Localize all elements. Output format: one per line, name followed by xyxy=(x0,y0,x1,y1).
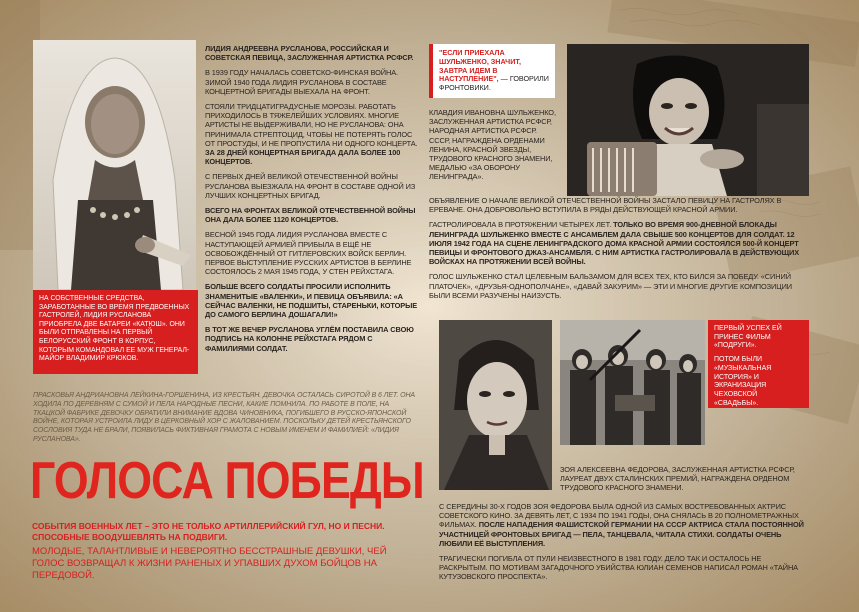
ruslanova-p2 xyxy=(205,102,418,166)
ruslanova-p4: ВСЕГО НА ФРОНТАХ ВЕЛИКОЙ ОТЕЧЕСТВЕННОЙ ВОЙНЫ ОНА ДАЛА БОЛЕЕ 1120 КОНЦЕРТОВ. xyxy=(205,206,416,225)
shulzhenko-p1: ОБЪЯВЛЕНИЕ О НАЧАЛЕ ВЕЛИКОЙ ОТЕЧЕСТВЕННОЙ ВОЙНЫ ЗАСТАЛО ПЕВИЦУ НА ГАСТРОЛЯХ В ЕРЕВАНЕ. ОНА ДОБРОВОЛЬНО ВСТУПИЛА В РЯДЫ ДЕЙСТВУЮЩЕЙ КРАСНОЙ АРМИИ. xyxy=(429,196,782,215)
page-title: ГОЛОСА ПОБЕДЫ xyxy=(30,452,424,510)
shulzhenko-p2a: ГАСТРОЛИРОВАЛА В ПРОТЯЖЕНИИ ЧЕТЫРЕХ ЛЕТ. xyxy=(429,220,612,230)
ruslanova-p2-bold: ЗА 28 ДНЕЙ КОНЦЕРТНАЯ БРИГАДА ДАЛА БОЛЕЕ 100 КОНЦЕРТОВ. xyxy=(205,148,401,167)
fedorova-intro: ЗОЯ АЛЕКСЕЕВНА ФЕДОРОВА, ЗАСЛУЖЕННАЯ АРТИСТКА РСФСР, ЛАУРЕАТ ДВУХ СТАЛИНСКИХ ПРЕМИЙ, НАГРАЖДЕНА ОРДЕНОМ ТРУДОВОГО КРАСНОГО ЗНАМЕНИ. xyxy=(560,465,795,493)
quote-text: "ЕСЛИ ПРИЕХАЛА ШУЛЬЖЕНКО, ЗНАЧИТ, ЗАВТРА ИДЕМ В НАСТУПЛЕНИЕ", xyxy=(439,48,522,84)
shulzhenko-text xyxy=(429,108,557,188)
soldiers-photo xyxy=(560,320,705,445)
shulzhenko-quote xyxy=(429,44,555,98)
ruslanova-intro: ЛИДИЯ АНДРЕЕВНА РУСЛАНОВА, РОССИЙСКАЯ И СОВЕТСКАЯ ПЕВИЦА, ЗАСЛУЖЕННАЯ АРТИСТКА РСФСР. xyxy=(205,44,414,63)
fedorova-red-2: ПОТОМ БЫЛИ «МУЗЫКАЛЬНАЯ ИСТОРИЯ» И ЭКРАНИЗАЦИЯ ЧЕХОВСКОЙ «СВАДЬБЫ». xyxy=(714,356,772,407)
fedorova-p2: ТРАГИЧЕСКИ ПОГИБЛА ОТ ПУЛИ НЕИЗВЕСТНОГО В 1981 ГОДУ. ДЕЛО ТАК И ОСТАЛОСЬ НЕ РАСКРЫТЫМ. ПО МОТИВАМ ЗАГАДОЧНОГО УБИЙСТВА ЮЛИАН СЕМЕНОВ НАПИСАЛ РОМАН «ТАЙНА КУТУЗОВСКОГО ПРОСПЕКТА». xyxy=(439,554,799,582)
ruslanova-p7: В ТОТ ЖЕ ВЕЧЕР РУСЛАНОВА УГЛЁМ ПОСТАВИЛА СВОЮ ПОДПИСЬ НА КОЛОННЕ РЕЙХСТАГА РЯДОМ С ФАМИЛИЯМИ СОЛДАТ. xyxy=(205,325,414,353)
ruslanova-portrait xyxy=(33,40,196,290)
fedorova-text xyxy=(439,502,811,588)
page-tagline: МОЛОДЫЕ, ТАЛАНТЛИВЫЕ И НЕВЕРОЯТНО БЕССТРАШНЫЕ ДЕВУШКИ, ЧЕЙ ГОЛОС ВОЗВРАЩАЛ К ЖИЗНИ РАНЕНЫХ И УПАВШИХ ДУХОМ БОЙЦОВ НА ПЕРЕДОВОЙ. xyxy=(32,546,387,581)
fedorova-p1-text: С СЕРЕДИНЫ 30-Х ГОДОВ ЗОЯ ФЕДОРОВА БЫЛА ОДНОЙ ИЗ САМЫХ ВОСТРЕБОВАННЫХ АКТРИС СОВЕТСКОГО КИНО. ЗА ДЕВЯТЬ ЛЕТ, С 1934 ПО 1941 ГОДЫ, ОНА СНЯЛАСЬ В 20 ПОЛНОМЕТРАЖНЫХ ФИЛЬМАХ. xyxy=(439,502,799,530)
ruslanova-p6: БОЛЬШЕ ВСЕГО СОЛДАТЫ ПРОСИЛИ ИСПОЛНИТЬ ЗНАМЕНИТЫЕ «ВАЛЕНКИ», И ПЕВИЦА ОБЪЯВИЛА: «А СЕЙЧАС ВАЛЕНКИ, НЕ ПОДШИТЫ, СТАРЕНЬКИ, КОТОРЫЕ ДО САМОГО БЕРЛИНА ДОШАГАЛИ!» xyxy=(205,282,418,320)
fedorova-p1-bold: ПОСЛЕ НАПАДЕНИЯ ФАШИСТСКОЙ ГЕРМАНИИ НА СССР АКТРИСА СТАЛА ПОСТОЯННОЙ УЧАСТНИЦЕЙ ФРОНТОВЫХ БРИГАД — ПЕЛА, ТАНЦЕВАЛА, ЧИТАЛА СТИХИ. СОЛДАТЫ ОЧЕНЬ ЛЮБИЛИ ЕЁ ВЫСТУПЛЕНИЯ. xyxy=(439,520,804,548)
page-subtitle: СОБЫТИЯ ВОЕННЫХ ЛЕТ – ЭТО НЕ ТОЛЬКО АРТИЛЛЕРИЙСКИЙ ГУЛ, НО И ПЕСНИ. СПОСОБНЫЕ ВООДУШЕВЛЯТЬ НА ПОДВИГИ. xyxy=(32,521,385,542)
ruslanova-p3: С ПЕРВЫХ ДНЕЙ ВЕЛИКОЙ ОТЕЧЕСТВЕННОЙ ВОЙНЫ РУСЛАНОВА ВЫЕЗЖАЛА НА ФРОНТ В СОСТАВЕ ОДНОЙ ИЗ ЛУЧШИХ КОНЦЕРТНЫХ БРИГАД. xyxy=(205,172,416,200)
fedorova-p1 xyxy=(439,502,811,548)
quote-source: — ГОВОРИЛИ ФРОНТОВИКИ. xyxy=(439,74,549,93)
ruslanova-p1: В 1939 ГОДУ НАЧАЛАСЬ СОВЕТСКО-ФИНСКАЯ ВОЙНА. ЗИМОЙ 1940 ГОДА ЛИДИЯ РУСЛАНОВА В СОСТАВЕ КОНЦЕРТНОЙ БРИГАДЫ ВЫЕХАЛА НА ФРОНТ. xyxy=(205,68,399,96)
katyusha-text: НА СОБСТВЕННЫЕ СРЕДСТВА, ЗАРАБОТАННЫЕ ВО ВРЕМЯ ПРЕДВОЕННЫХ ГАСТРОЛЕЙ, ЛИДИЯ РУСЛАНОВА ПРИОБРЕЛА ДВЕ БАТАРЕИ «КАТЮШ». ОНИ БЫЛИ ОТПРАВЛЕНЫ НА ПЕРВЫЙ БЕЛОРУССКИЙ ФРОНТ В КОРПУС, КОТОРЫМ КОМАНДОВАЛ ЕЕ МУЖ ГЕНЕРАЛ-МАЙОР ВЛАДИМИР КРЮКОВ. xyxy=(39,295,190,363)
ruslanova-bio: ПРАСКОВЬЯ АНДРИАНОВНА ЛЕЙКИНА-ГОРШЕНИНА, ИЗ КРЕСТЬЯН. ДЕВОЧКА ОСТАЛАСЬ СИРОТОЙ В 6 ЛЕТ. ОНА ХОДИЛА ПО ДЕРЕВНЯМ С СУМОЙ И ПЕЛА НАРОДНЫЕ ПЕСНИ, КАКИЕ ПОМНИЛА. ПО РАБОТЕ В ПОЛЕ, НА ТКАЦКОЙ ФАБРИКЕ ДЕВОЧКУ ОБРАТИЛИ ВНИМАНИЕ ВДОВА ЧИНОВНИКА, ПОГИБШЕГО В РУССКО-ЯПОНСКОЙ ВОЙНЕ, КОТОРАЯ УСТРОИЛА ЛИДУ В ЦЕРКОВНЫЙ ХОР С ЖАЛОВАНИЕМ. ПОСКОЛЬКУ ДЕТЕЙ КРЕСТЬЯНСКОГО СОСЛОВИЯ ТУДА НЕ БРАЛИ, ПОЯВИЛАСЬ ФИКТИВНАЯ ГРАМОТА С НОВЫМ ИМЕНЕМ И ФАМИЛИЕЙ: «ЛИДИЯ РУСЛАНОВА». xyxy=(33,392,416,443)
fedorova-intro-block xyxy=(560,465,810,499)
shulzhenko-p3: ГОЛОС ШУЛЬЖЕНКО СТАЛ ЦЕЛЕБНЫМ БАЛЬЗАМОМ ДЛЯ ВСЕХ ТЕХ, КТО БИЛСЯ ЗА ПОБЕДУ. «СИНИЙ ПЛАТОЧЕК», «ДРУЗЬЯ-ОДНОПОЛЧАНЕ», «ДАВАЙ ЗАКУРИМ» — ЭТИ И МНОГИЕ ДРУГИЕ КОМПОЗИЦИИ БЫЛИ ВСЕМИ РАЗУЧЕНЫ НАИЗУСТЬ. xyxy=(429,272,793,300)
katyusha-red-box xyxy=(33,290,198,374)
shulzhenko-intro: КЛАВДИЯ ИВАНОВНА ШУЛЬЖЕНКО, ЗАСЛУЖЕННАЯ АРТИСТКА РСФСР, НАРОДНАЯ АРТИСТКА РСФСР. СССР, НАГРАЖДЕНА ОРДЕНАМИ ЛЕНИНА, КРАСНОЙ ЗВЕЗДЫ, ТРУДОВОГО КРАСНОГО ЗНАМЕНИ, МЕДАЛЬЮ «ЗА ОБОРОНУ ЛЕНИНГРАДА». xyxy=(429,108,556,182)
fedorova-red-box xyxy=(708,320,809,408)
shulzhenko-portrait xyxy=(567,44,809,196)
ruslanova-p5: ВЕСНОЙ 1945 ГОДА ЛИДИЯ РУСЛАНОВА ВМЕСТЕ С НАСТУПАЮЩЕЙ АРМИЕЙ ПРИБЫЛА В ЕЩЁ НЕ ОСВОБОЖДЁННЫЙ ОТ ГИТЛЕРОВСКИХ ВОЙСК БЕРЛИН. ПЕРВОЕ ВЫСТУПЛЕНИЕ РУССКИХ АРТИСТОВ В БЕРЛИНЕ СОСТОЯЛОСЬ 2 МАЯ 1945 ГОДА, У СТЕН РЕЙХСТАГА. xyxy=(205,230,412,277)
fedorova-red-1: ПЕРВЫЙ УСПЕХ ЕЙ ПРИНЕС ФИЛЬМ «ПОДРУГИ». xyxy=(714,325,782,350)
ruslanova-p2-text: СТОЯЛИ ТРИДЦАТИГРАДУСНЫЕ МОРОЗЫ. РАБОТАТЬ ПРИХОДИЛОСЬ В ТЯЖЕЛЕЙШИХ УСЛОВИЯХ. МНОГИЕ АРТИСТЫ НЕ ВЫДЕРЖИВАЛИ, НО НЕ РУСЛАНОВА: ОНА ПРИНИМАЛА СТРЕПТОЦИД, ЧТОБЫ НЕ ПОТЕРЯТЬ ГОЛОС ОТ ПРОСТУДЫ, И НЕ ПРОПУСТИЛА НИ ОДНОГО КОНЦЕРТА. xyxy=(205,102,418,148)
shulzhenko-war-text xyxy=(429,196,809,306)
fedorova-portrait xyxy=(439,320,552,490)
ruslanova-text xyxy=(205,44,418,359)
shulzhenko-p2 xyxy=(429,220,809,266)
shulzhenko-p2b: ТОЛЬКО ВО ВРЕМЯ 900-ДНЕВНОЙ БЛОКАДЫ ЛЕНИНГРАДА ШУЛЬЖЕНКО ВМЕСТЕ С АНСАМБЛЕМ ДАЛА СВЫШЕ 500 КОНЦЕРТОВ ДЛЯ СОЛДАТ. 12 ИЮЛЯ 1942 ГОДА НА СЦЕНЕ ЛЕНИНГРАДСКОГО ДОМА КРАСНОЙ АРМИИ СОСТОЯЛСЯ 500-Й КОНЦЕРТ ПЕВИЦЫ И ФРОНТОВОГО ДЖАЗ-АНСАМБЛЯ. С НИМ АРТИСТКА ГАСТРОЛИРОВАЛА В ДЕЙСТВУЮЩИХ ВОЙСКАХ НА ПРОТЯЖЕНИИ ВСЕЙ ВОЙНЫ. xyxy=(429,220,800,267)
